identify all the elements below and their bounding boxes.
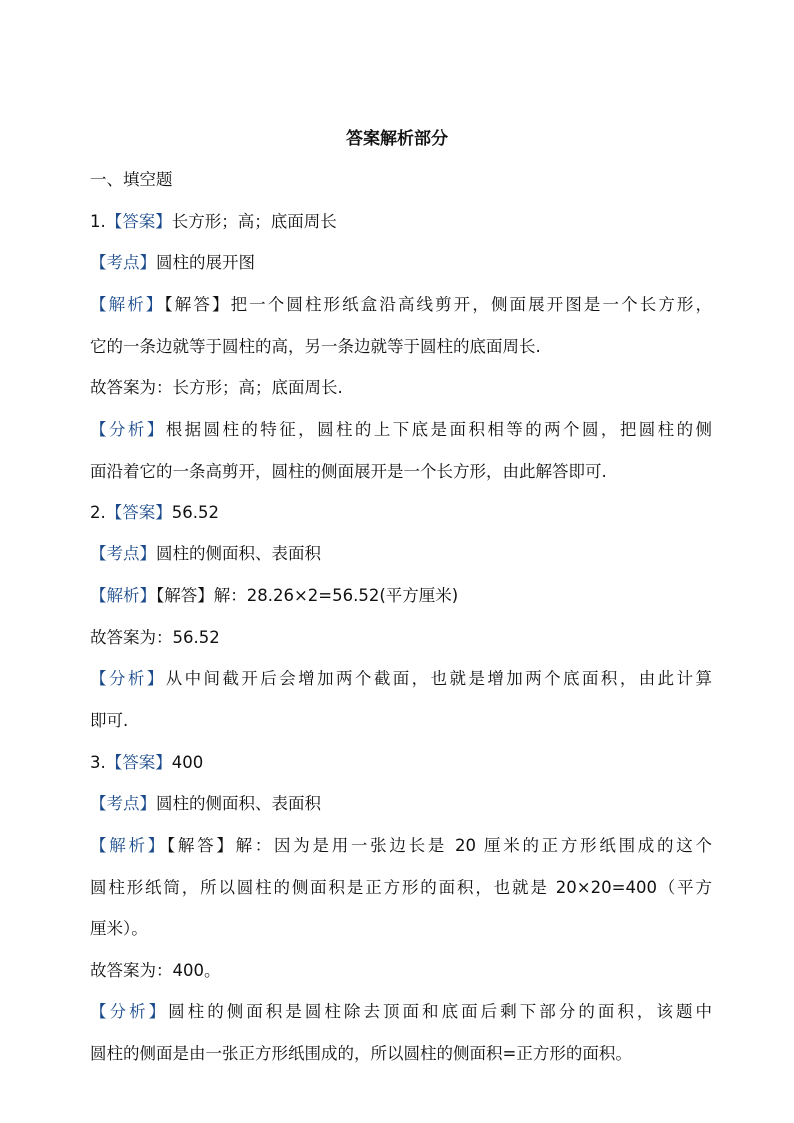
q2-solution-tag: 【解答】 (156, 586, 214, 605)
q1-solution-line-2: 它的一条边就等于圆柱的高，另一条边就等于圆柱的底面周长. (90, 337, 541, 356)
q2-answer-line (90, 499, 712, 527)
q2-answer-tag: 【答案】 (105, 503, 172, 522)
q3-answer: 400 (171, 753, 204, 772)
q3-point-tag: 【考点】 (90, 794, 156, 813)
q1-answer-tag: 【答案】 (105, 212, 172, 231)
q3-final-answer: 故答案为：400。 (90, 961, 221, 980)
q1-point-tag: 【考点】 (90, 253, 156, 272)
q3-solution-line-1 (90, 832, 712, 860)
q2-point-line (90, 540, 712, 568)
q3-number: 3. (90, 753, 106, 772)
q3-fenxi-line-1 (90, 998, 712, 1026)
section-heading: 一、填空题 (90, 170, 173, 189)
q2-solution-line-1 (90, 582, 712, 610)
q2-final-answer: 故答案为：56.52 (90, 628, 220, 647)
q3-solution-line-2: 圆柱形纸筒，所以圆柱的侧面积是正方形的面积，也就是 20×20=400（平方 (90, 878, 712, 897)
q3-solution-text-1: 解：因为是用一张边长是 20 厘米的正方形纸围成的这个 (235, 836, 712, 855)
q2-fenxi-line-1 (90, 665, 712, 693)
q2-point: 圆柱的侧面积、表面积 (156, 544, 321, 563)
q2-fenxi-text-1: 从中间截开后会增加两个截面，也就是增加两个底面积，由此计算 (165, 669, 712, 688)
q1-number: 1. (90, 212, 106, 231)
q2-answer: 56.52 (171, 503, 219, 522)
q2-fenxi-line-2: 即可. (90, 711, 129, 730)
q3-point-line (90, 790, 712, 818)
q1-fenxi-line-1 (90, 416, 712, 444)
q1-final-answer: 故答案为：长方形；高；底面周长. (90, 378, 343, 397)
q3-solution-line-3: 厘米）。 (90, 919, 148, 938)
q3-answer-line (90, 749, 712, 777)
q2-point-tag: 【考点】 (90, 544, 156, 563)
q1-answer-line (90, 208, 712, 236)
q3-analysis-tag: 【解析】 (90, 836, 167, 855)
q1-solution-line-1 (90, 291, 712, 319)
q1-fenxi-line-2: 面沿着它的一条高剪开，圆柱的侧面展开是一个长方形，由此解答即可. (90, 462, 607, 481)
q2-analysis-tag: 【解析】 (90, 586, 156, 605)
q1-solution-text-1: 把一个圆柱形纸盒沿高线剪开，侧面展开图是一个长方形， (230, 295, 712, 314)
q1-point: 圆柱的展开图 (156, 253, 255, 272)
q3-fenxi-text-1: 圆柱的侧面积是圆柱除去顶面和底面后剩下部分的面积，该题中 (168, 1002, 712, 1021)
q3-solution-tag: 【解答】 (166, 836, 236, 855)
q2-fenxi-tag: 【分析】 (90, 669, 166, 688)
q3-fenxi-line-2: 圆柱的侧面是由一张正方形纸围成的，所以圆柱的侧面积=正方形的面积。 (90, 1044, 632, 1063)
q1-answer: 长方形；高；底面周长 (171, 212, 337, 231)
q1-point-line (90, 249, 712, 277)
q1-fenxi-text-1: 根据圆柱的特征，圆柱的上下底是面积相等的两个圆，把圆柱的侧 (165, 420, 712, 439)
q1-fenxi-tag: 【分析】 (90, 420, 166, 439)
q3-answer-tag: 【答案】 (105, 753, 172, 772)
q3-fenxi-tag: 【分析】 (90, 1002, 169, 1021)
q2-number: 2. (90, 503, 106, 522)
q3-point: 圆柱的侧面积、表面积 (156, 794, 321, 813)
q1-solution-tag: 【解答】 (164, 295, 231, 314)
q1-analysis-tag: 【解析】 (90, 295, 165, 314)
page-title: 答案解析部分 (346, 129, 448, 149)
q2-solution-text-1: 解：28.26×2=56.52(平方厘米) (213, 586, 459, 605)
